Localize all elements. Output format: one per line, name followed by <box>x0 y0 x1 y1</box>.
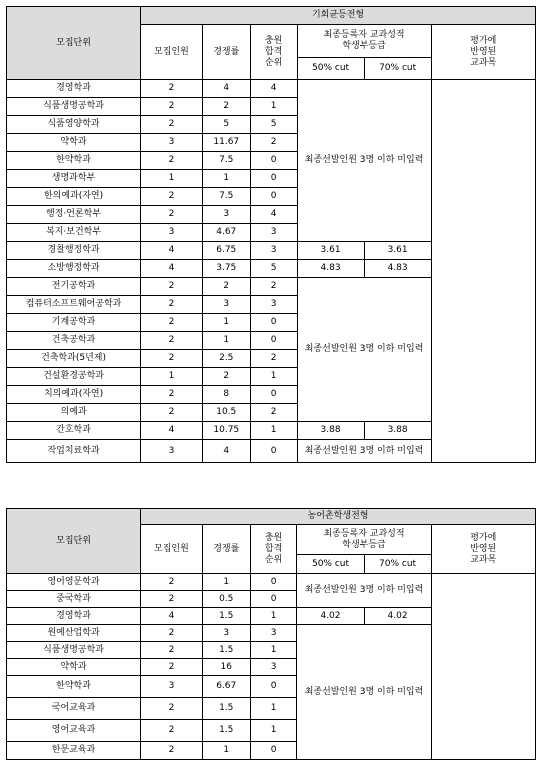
cell-cut70: 3.88 <box>364 422 431 440</box>
cell-unit: 약학과 <box>7 659 141 676</box>
table-row <box>7 574 536 591</box>
cell-unit: 복지·보건학부 <box>7 224 141 242</box>
cell-ratio: 2 <box>202 98 250 116</box>
cell-ratio: 1.5 <box>202 698 250 720</box>
cell-ratio: 11.67 <box>202 134 250 152</box>
merged-note: 최종선발인원 3명 이하 미입력 <box>297 574 431 608</box>
cell-rank: 2 <box>250 278 297 296</box>
col-header-quota: 모집인원 <box>141 25 203 80</box>
cell-rank: 0 <box>250 591 297 608</box>
cell-rank: 0 <box>250 742 297 760</box>
cell-unit: 생명과학부 <box>7 170 141 188</box>
cell-unit: 건축공학과 <box>7 332 141 350</box>
col-header-70cut: 70% cut <box>364 58 431 80</box>
cell-quota: 2 <box>141 642 203 659</box>
cell-ratio: 10.5 <box>202 404 250 422</box>
cell-quota: 2 <box>141 742 203 760</box>
cell-cut70: 4.02 <box>364 608 431 625</box>
merged-note: 최종선발인원 3명 이하 미입력 <box>297 278 431 422</box>
cell-quota: 1 <box>141 368 203 386</box>
cell-rank: 0 <box>250 440 297 463</box>
cell-eval-empty <box>431 80 535 463</box>
cell-quota: 2 <box>141 386 203 404</box>
cell-ratio: 7.5 <box>202 152 250 170</box>
cell-unit: 경찰행정학과 <box>7 242 141 260</box>
cell-rank: 1 <box>250 608 297 625</box>
cell-unit: 식품생명공학과 <box>7 642 141 659</box>
table-row <box>7 80 536 98</box>
cell-quota: 2 <box>141 278 203 296</box>
col-header-quota: 모집인원 <box>141 525 203 574</box>
cell-unit: 행정·언론학부 <box>7 206 141 224</box>
cell-rank: 0 <box>250 170 297 188</box>
cell-unit: 원예산업학과 <box>7 625 141 642</box>
cell-ratio: 3 <box>202 206 250 224</box>
cell-cut50: 4.02 <box>297 608 364 625</box>
col-header-eval: 평가에 반영된 교과목 <box>431 25 535 80</box>
cell-ratio: 4 <box>202 440 250 463</box>
cell-rank: 3 <box>250 625 297 642</box>
cell-rank: 4 <box>250 80 297 98</box>
cell-rank: 5 <box>250 260 297 278</box>
col-header-70cut: 70% cut <box>364 555 431 574</box>
cell-rank: 3 <box>250 242 297 260</box>
cell-rank: 1 <box>250 642 297 659</box>
cell-rank: 5 <box>250 116 297 134</box>
cell-unit: 의예과 <box>7 404 141 422</box>
cell-unit: 경영학과 <box>7 608 141 625</box>
cell-cut70: 3.61 <box>364 242 431 260</box>
cell-unit: 국어교육과 <box>7 698 141 720</box>
cell-quota: 2 <box>141 625 203 642</box>
merged-note: 최종선발인원 3명 이하 미입력 <box>297 80 431 242</box>
merged-note: 최종선발인원 3명 이하 미입력 <box>297 440 431 463</box>
cell-rank: 4 <box>250 206 297 224</box>
cell-rank: 2 <box>250 404 297 422</box>
cell-rank: 0 <box>250 188 297 206</box>
col-header-grade: 최종등록자 교과성적 학생부등급 <box>297 25 431 58</box>
col-header-unit: 모집단위 <box>7 7 141 80</box>
cell-quota: 2 <box>141 296 203 314</box>
cell-rank: 1 <box>250 98 297 116</box>
cell-unit: 건축학과(5년제) <box>7 350 141 368</box>
cell-quota: 2 <box>141 206 203 224</box>
cell-rank: 1 <box>250 698 297 720</box>
cell-rank: 0 <box>250 574 297 591</box>
cell-rank: 1 <box>250 720 297 742</box>
cell-ratio: 1.5 <box>202 720 250 742</box>
cell-quota: 2 <box>141 659 203 676</box>
cell-unit: 한약학과 <box>7 676 141 698</box>
cell-unit: 한의예과(자연) <box>7 188 141 206</box>
cell-ratio: 1 <box>202 170 250 188</box>
cell-quota: 2 <box>141 332 203 350</box>
cell-ratio: 6.67 <box>202 676 250 698</box>
cell-rank: 2 <box>250 350 297 368</box>
cell-quota: 2 <box>141 152 203 170</box>
cell-quota: 2 <box>141 314 203 332</box>
cell-ratio: 1.5 <box>202 608 250 625</box>
col-header-unit: 모집단위 <box>7 509 141 574</box>
cell-rank: 2 <box>250 134 297 152</box>
col-header-eval: 평가에 반영된 교과목 <box>431 525 535 574</box>
cell-quota: 2 <box>141 350 203 368</box>
cell-rank: 3 <box>250 659 297 676</box>
cell-quota: 2 <box>141 574 203 591</box>
cell-quota: 2 <box>141 591 203 608</box>
cell-rank: 3 <box>250 224 297 242</box>
cell-unit: 치의예과(자연) <box>7 386 141 404</box>
col-header-ratio: 경쟁률 <box>202 525 250 574</box>
cell-cut70: 4.83 <box>364 260 431 278</box>
col-header-50cut: 50% cut <box>297 58 364 80</box>
cell-ratio: 2 <box>202 278 250 296</box>
cell-quota: 3 <box>141 440 203 463</box>
cell-unit: 영어영문학과 <box>7 574 141 591</box>
col-header-rank: 충원 합격 순위 <box>250 525 297 574</box>
cell-ratio: 7.5 <box>202 188 250 206</box>
cell-unit: 한문교육과 <box>7 742 141 760</box>
cell-ratio: 2.5 <box>202 350 250 368</box>
cell-eval-empty <box>431 574 535 760</box>
cell-cut50: 4.83 <box>297 260 364 278</box>
cell-quota: 2 <box>141 116 203 134</box>
cell-ratio: 1.5 <box>202 642 250 659</box>
cell-quota: 2 <box>141 98 203 116</box>
admission-table-rural <box>6 508 536 760</box>
cell-rank: 1 <box>250 422 297 440</box>
cell-rank: 0 <box>250 332 297 350</box>
cell-cut50: 3.88 <box>297 422 364 440</box>
cell-ratio: 4.67 <box>202 224 250 242</box>
cell-unit: 식품영양학과 <box>7 116 141 134</box>
cell-cut50: 3.61 <box>297 242 364 260</box>
cell-quota: 2 <box>141 80 203 98</box>
cell-unit: 중국학과 <box>7 591 141 608</box>
cell-rank: 0 <box>250 386 297 404</box>
cell-ratio: 1 <box>202 574 250 591</box>
cell-unit: 컴퓨터소프트웨어공학과 <box>7 296 141 314</box>
cell-unit: 간호학과 <box>7 422 141 440</box>
cell-ratio: 2 <box>202 368 250 386</box>
cell-unit: 약학과 <box>7 134 141 152</box>
cell-rank: 3 <box>250 296 297 314</box>
cell-ratio: 4 <box>202 80 250 98</box>
cell-quota: 1 <box>141 170 203 188</box>
cell-ratio: 1 <box>202 314 250 332</box>
cell-ratio: 1 <box>202 332 250 350</box>
cell-ratio: 3 <box>202 296 250 314</box>
cell-quota: 4 <box>141 608 203 625</box>
cell-ratio: 0.5 <box>202 591 250 608</box>
col-header-rank: 충원 합격 순위 <box>250 25 297 80</box>
cell-rank: 1 <box>250 368 297 386</box>
cell-ratio: 10.75 <box>202 422 250 440</box>
cell-quota: 2 <box>141 698 203 720</box>
cell-quota: 4 <box>141 242 203 260</box>
cell-ratio: 16 <box>202 659 250 676</box>
group-header: 농어촌학생전형 <box>141 509 536 525</box>
cell-ratio: 5 <box>202 116 250 134</box>
cell-ratio: 8 <box>202 386 250 404</box>
cell-quota: 2 <box>141 404 203 422</box>
cell-quota: 3 <box>141 676 203 698</box>
cell-rank: 0 <box>250 314 297 332</box>
cell-ratio: 3.75 <box>202 260 250 278</box>
cell-quota: 4 <box>141 260 203 278</box>
cell-unit: 경영학과 <box>7 80 141 98</box>
cell-unit: 작업치료학과 <box>7 440 141 463</box>
cell-rank: 0 <box>250 152 297 170</box>
cell-unit: 기계공학과 <box>7 314 141 332</box>
col-header-grade: 최종등록자 교과성적 학생부등급 <box>297 525 431 555</box>
cell-unit: 한약학과 <box>7 152 141 170</box>
cell-unit: 소방행정학과 <box>7 260 141 278</box>
cell-unit: 영어교육과 <box>7 720 141 742</box>
merged-note: 최종선발인원 3명 이하 미입력 <box>297 625 431 760</box>
cell-quota: 4 <box>141 422 203 440</box>
cell-quota: 2 <box>141 720 203 742</box>
group-header: 기회균등전형 <box>141 7 536 25</box>
col-header-ratio: 경쟁률 <box>202 25 250 80</box>
cell-ratio: 3 <box>202 625 250 642</box>
cell-ratio: 1 <box>202 742 250 760</box>
cell-unit: 전기공학과 <box>7 278 141 296</box>
cell-unit: 건설환경공학과 <box>7 368 141 386</box>
cell-rank: 0 <box>250 676 297 698</box>
cell-unit: 식품생명공학과 <box>7 98 141 116</box>
cell-quota: 3 <box>141 224 203 242</box>
col-header-50cut: 50% cut <box>297 555 364 574</box>
admission-table-opportunity <box>6 6 536 463</box>
cell-quota: 3 <box>141 134 203 152</box>
cell-quota: 2 <box>141 188 203 206</box>
cell-ratio: 6.75 <box>202 242 250 260</box>
